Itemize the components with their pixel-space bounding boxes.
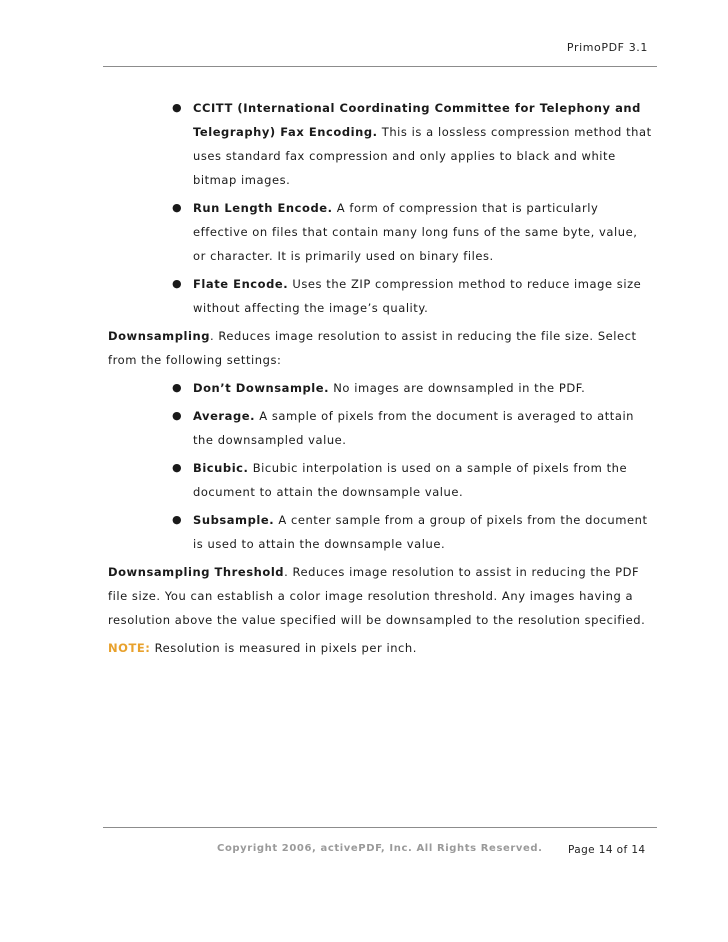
- list-item-term: Subsample.: [193, 513, 275, 527]
- document-header-title: PrimoPDF 3.1: [566, 41, 648, 54]
- bullet-icon: ●: [172, 277, 183, 290]
- list-item-desc: No images are downsampled in the PDF.: [329, 381, 586, 395]
- list-item: [108, 376, 654, 400]
- list-item-desc: A form of compression that is particularly effective on files that contain many long funs of the same byte, value, or character. It is primarily used on binary files.: [193, 201, 638, 263]
- footer-rule: [103, 827, 657, 828]
- header-rule: [103, 66, 657, 67]
- downsampling-term: Downsampling: [108, 329, 210, 343]
- footer-page-number: Page 14 of 14: [568, 844, 646, 856]
- list-item-desc: A sample of pixels from the document is averaged to attain the downsampled value.: [193, 409, 635, 447]
- list-item-desc: A center sample from a group of pixels from the document is used to attain the downsample value.: [193, 513, 648, 551]
- list-item: [108, 96, 654, 192]
- bullet-icon: ●: [172, 201, 183, 214]
- list-item: [108, 508, 654, 556]
- bullet-icon: ●: [172, 513, 183, 526]
- list-item: [108, 456, 654, 504]
- bullet-icon: ●: [172, 409, 183, 422]
- list-item-term: Flate Encode.: [193, 277, 289, 291]
- compression-method-list: [108, 96, 654, 320]
- bullet-icon: ●: [172, 101, 183, 114]
- threshold-term: Downsampling Threshold: [108, 565, 285, 579]
- downsampling-settings-list: [108, 376, 654, 556]
- note-text: Resolution is measured in pixels per inch.: [150, 641, 417, 655]
- list-item-term: Run Length Encode.: [193, 201, 333, 215]
- list-item: [108, 196, 654, 268]
- bullet-icon: ●: [172, 461, 183, 474]
- bullet-icon: ●: [172, 381, 183, 394]
- threshold-paragraph: [108, 560, 654, 632]
- downsampling-paragraph: [108, 324, 654, 372]
- list-item-desc: This is a lossless compression method that uses standard fax compression and only applies to black and white bitmap images.: [193, 125, 652, 187]
- list-item-desc: Bicubic interpolation is used on a sample of pixels from the document to attain the downsample value.: [193, 461, 628, 499]
- note-paragraph: [108, 636, 654, 660]
- downsampling-desc: . Reduces image resolution to assist in reducing the file size. Select from the following settings:: [108, 329, 637, 367]
- document-body: [108, 96, 654, 664]
- list-item-term: Average.: [193, 409, 256, 423]
- list-item-term: CCITT (International Coordinating Committee for Telephony and Telegraphy) Fax Encoding.: [193, 101, 641, 139]
- footer-copyright: Copyright 2006, activePDF, Inc. All Rights Reserved.: [217, 843, 543, 854]
- list-item: [108, 272, 654, 320]
- list-item-term: Don’t Downsample.: [193, 381, 330, 395]
- threshold-desc: . Reduces image resolution to assist in reducing the PDF file size. You can establish a color image resolution threshold. Any images having a resolution above the value specified will be downsampled to the resolution specified.: [108, 565, 646, 627]
- note-label: NOTE:: [108, 641, 151, 655]
- list-item-term: Bicubic.: [193, 461, 249, 475]
- list-item: [108, 404, 654, 452]
- list-item-desc: Uses the ZIP compression method to reduce image size without affecting the image’s quality.: [193, 277, 642, 315]
